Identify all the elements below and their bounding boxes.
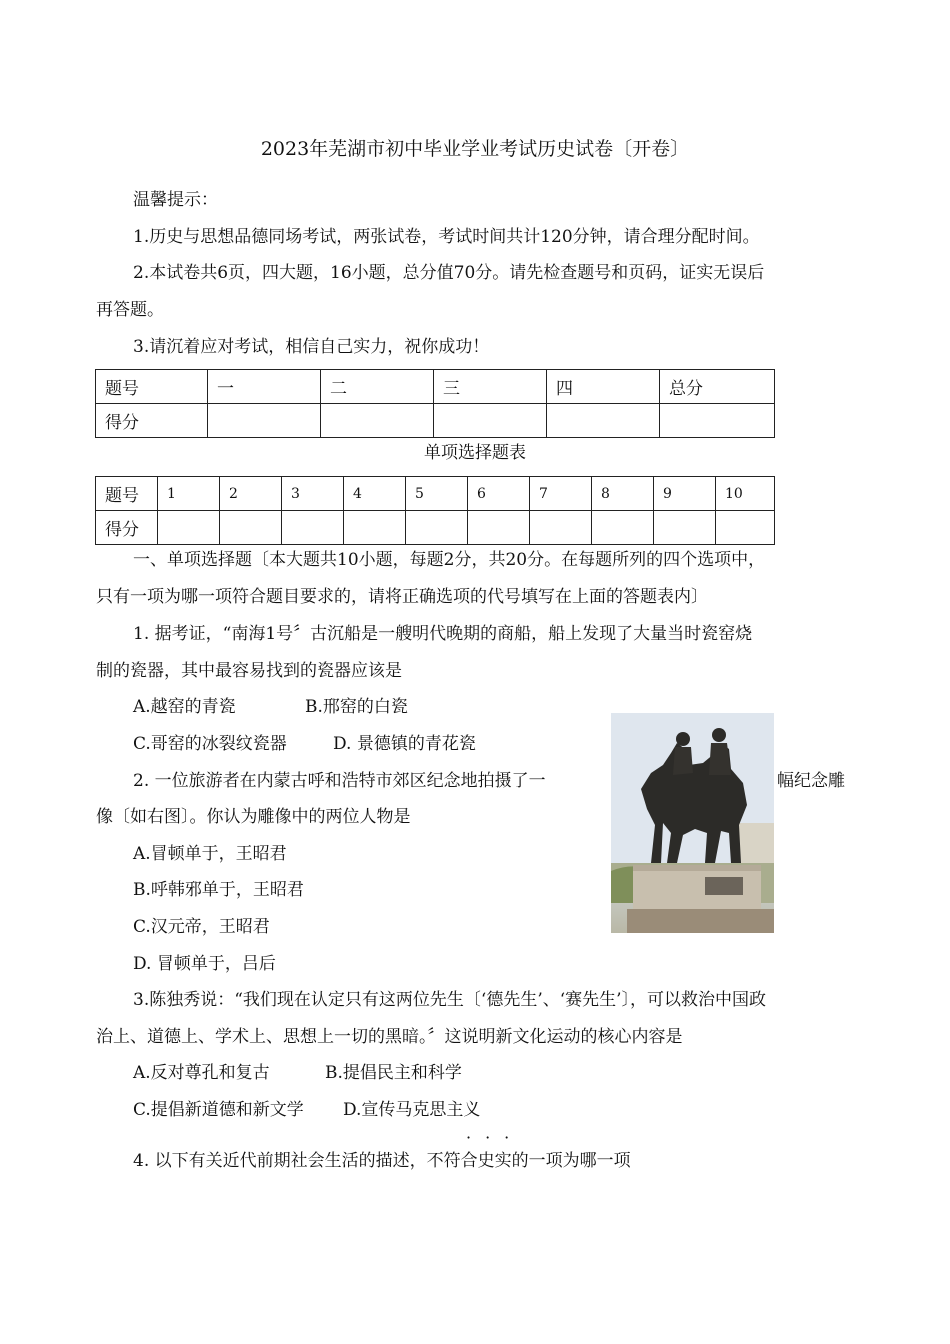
choice-table-cell bbox=[344, 511, 406, 545]
score-table-cell: 题号 bbox=[96, 370, 208, 404]
score-table-cell: 四 bbox=[547, 370, 660, 404]
score-table-cell bbox=[321, 404, 434, 438]
emphasis-dots: ··· bbox=[466, 1128, 524, 1147]
choice-table-cell bbox=[530, 511, 592, 545]
choice-table bbox=[95, 476, 775, 545]
question-1-option-b: B.邢窑的白瓷 bbox=[305, 697, 408, 717]
question-1-option-a: A.越窑的青瓷 bbox=[133, 697, 236, 717]
score-table-cell: 得分 bbox=[96, 404, 208, 438]
choice-table-cell bbox=[406, 511, 468, 545]
choice-table-cell: 2 bbox=[220, 477, 282, 511]
choice-table-cell: 6 bbox=[468, 477, 530, 511]
question-1-cont: 制的瓷器，其中最容易找到的瓷器应该是 bbox=[96, 661, 402, 681]
notice-item-1: 1.历史与思想品德同场考试，两张试卷，考试时间共计120分钟，请合理分配时间。 bbox=[133, 227, 760, 247]
score-table-cell bbox=[434, 404, 547, 438]
notice-item-2: 2.本试卷共6页，四大题，16小题，总分值70分。请先检查题号和页码，证实无误后 bbox=[133, 263, 765, 283]
question-3-option-c: C.提倡新道德和新文学 bbox=[133, 1100, 304, 1120]
question-2-option-a: A.冒顿单于，王昭君 bbox=[133, 844, 287, 864]
question-2: 2. 一位旅游者在内蒙古呼和浩特市郊区纪念地拍摄了一 bbox=[133, 771, 546, 791]
choice-table-caption: 单项选择题表 bbox=[424, 443, 526, 463]
score-table-cell: 一 bbox=[208, 370, 321, 404]
statue-image bbox=[611, 713, 774, 933]
question-1-option-d: D. 景德镇的青花瓷 bbox=[333, 734, 476, 754]
choice-table-row bbox=[96, 477, 775, 511]
choice-table-cell: 得分 bbox=[96, 511, 158, 545]
question-3-option-d: D.宣传马克思主义 bbox=[343, 1100, 481, 1120]
score-table-cell: 二 bbox=[321, 370, 434, 404]
statue-photo bbox=[611, 713, 774, 933]
section-1-instructions: 一、单项选择题〔本大题共10小题，每题2分，共20分。在每题所列的四个选项中， bbox=[133, 550, 766, 570]
choice-table-cell bbox=[468, 511, 530, 545]
score-table bbox=[95, 369, 775, 438]
question-3-option-b: B.提倡民主和科学 bbox=[325, 1063, 462, 1083]
question-4: 4. 以下有关近代前期社会生活的描述，不符合史实的一项为哪一项 bbox=[133, 1151, 631, 1171]
question-2-option-c: C.汉元帝，王昭君 bbox=[133, 917, 270, 937]
score-table-row bbox=[96, 370, 775, 404]
choice-table-cell bbox=[158, 511, 220, 545]
notice-heading: 温馨提示： bbox=[133, 190, 218, 210]
question-3-option-a: A.反对尊孔和复古 bbox=[133, 1063, 270, 1083]
question-2-cont: 像〔如右图〕。你认为雕像中的两位人物是 bbox=[96, 807, 411, 827]
choice-table-cell bbox=[220, 511, 282, 545]
score-table-cell bbox=[547, 404, 660, 438]
question-2-after-photo: 幅纪念雕 bbox=[777, 771, 845, 791]
choice-table-cell: 5 bbox=[406, 477, 468, 511]
question-2-option-b: B.呼韩邪单于，王昭君 bbox=[133, 880, 304, 900]
choice-table-cell bbox=[282, 511, 344, 545]
score-table-cell bbox=[660, 404, 775, 438]
choice-table-cell bbox=[592, 511, 654, 545]
notice-item-3: 3.请沉着应对考试，相信自己实力，祝你成功！ bbox=[133, 337, 490, 357]
choice-table-cell bbox=[654, 511, 716, 545]
question-1: 1. 据考证，“南海1号〞古沉船是一艘明代晚期的商船，船上发现了大量当时瓷窑烧 bbox=[133, 624, 753, 644]
choice-table-cell bbox=[716, 511, 775, 545]
question-3-cont: 治上、道德上、学术上、思想上一切的黑暗。〞这说明新文化运动的核心内容是 bbox=[96, 1027, 683, 1047]
choice-table-cell: 7 bbox=[530, 477, 592, 511]
notice-item-2-cont: 再答题。 bbox=[96, 300, 164, 320]
choice-table-cell: 题号 bbox=[96, 477, 158, 511]
question-2-option-d: D. 冒顿单于，吕后 bbox=[133, 954, 276, 974]
score-table-cell: 总分 bbox=[660, 370, 775, 404]
choice-table-cell: 8 bbox=[592, 477, 654, 511]
section-1-instructions-cont: 只有一项为哪一项符合题目要求的，请将正确选项的代号填写在上面的答题表内〕 bbox=[96, 587, 708, 607]
choice-table-cell: 4 bbox=[344, 477, 406, 511]
score-table-cell bbox=[208, 404, 321, 438]
choice-table-cell: 10 bbox=[716, 477, 775, 511]
choice-table-cell: 9 bbox=[654, 477, 716, 511]
choice-table-cell: 1 bbox=[158, 477, 220, 511]
choice-table-cell: 3 bbox=[282, 477, 344, 511]
choice-table-row bbox=[96, 511, 775, 545]
score-table-row bbox=[96, 404, 775, 438]
page-title: 2023年芜湖市初中毕业学业考试历史试卷〔开卷〕 bbox=[260, 138, 690, 160]
score-table-cell: 三 bbox=[434, 370, 547, 404]
question-3: 3.陈独秀说：“我们现在认定只有这两位先生〔‘德先生’、‘赛先生’〕，可以救治中国政 bbox=[133, 990, 767, 1010]
question-1-option-c: C.哥窑的冰裂纹瓷器 bbox=[133, 734, 287, 754]
